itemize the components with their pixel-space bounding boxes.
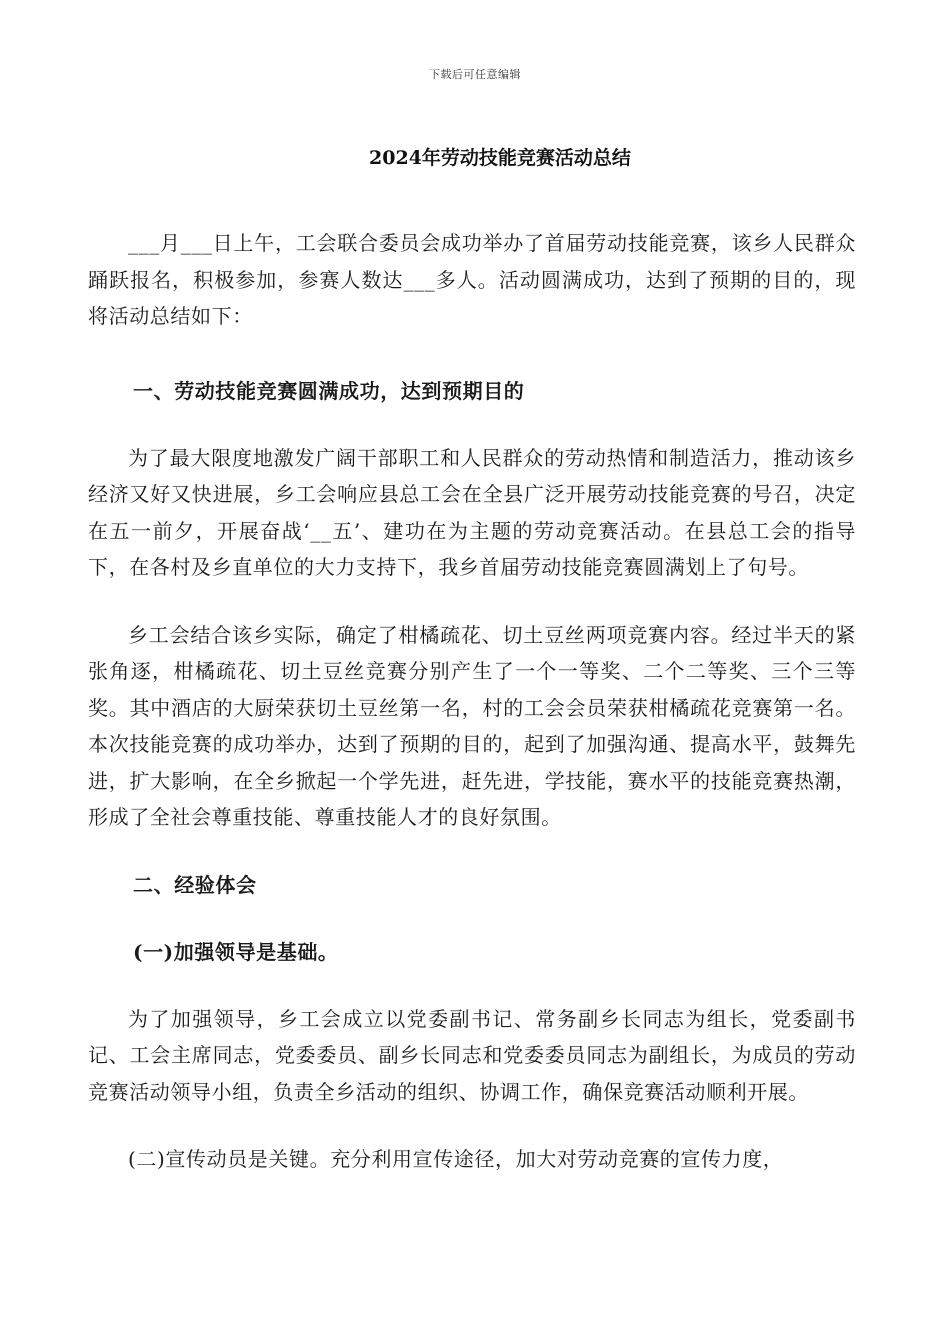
section1-paragraph-1: 为了最大限度地激发广阔干部职工和人民群众的劳动热情和制造活力，推动该乡经济又好又快进展，乡工会响应县总工会在全县广泛开展劳动技能竞赛的号召，决定在五一前夕，开展奋战‘__五’、建功在为主题的劳动竞赛活动。在县总工会的指导下，在各村及乡直单位的大力支持下，我乡首届劳动技能竞赛圆满划上了句号。: [88, 445, 856, 579]
document-body: [88, 225, 856, 1178]
document-title: 2024年劳动技能竞赛活动总结: [369, 147, 631, 169]
subsection2-paragraph: (二)宣传动员是关键。充分利用宣传途径，加大对劳动竞赛的宣传力度，: [128, 1147, 784, 1171]
section2-heading: 二、经验体会: [133, 872, 257, 897]
intro-paragraph: ___月___日上午，工会联合委员会成功举办了首届劳动技能竞赛，该乡人民群众踊跃报名，积极参加，参赛人数达___多人。活动圆满成功，达到了预期的目的，现将活动总结如下：: [88, 231, 856, 328]
subsection1-paragraph: 为了加强领导，乡工会成立以党委副书记、常务副乡长同志为组长，党委副书记、工会主席同志，党委委员、副乡长同志和党委委员同志为副组长，为成员的劳动竞赛活动领导小组，负责全乡活动的组织、协调工作，确保竞赛活动顺利开展。: [88, 1006, 856, 1104]
section1-heading: 一、劳动技能竞赛圆满成功，达到预期目的: [133, 378, 525, 403]
subsection1-heading: (一)加强领导是基础。: [133, 939, 339, 964]
header-note: 下载后可任意编辑: [429, 68, 521, 81]
section1-paragraph-2: 乡工会结合该乡实际，确定了柑橘疏花、切土豆丝两项竞赛内容。经过半天的紧张角逐，柑橘疏花、切土豆丝竞赛分别产生了一个一等奖、二个二等奖、三个三等奖。其中酒店的大厨荣获切土豆丝第一名，村的工会会员荣获柑橘疏花竞赛第一名。本次技能竞赛的成功举办，达到了预期的目的，起到了加强沟通、提高水平，鼓舞先进，扩大影响，在全乡掀起一个学先进，赶先进，学技能，赛水平的技能竞赛热潮，形成了全社会尊重技能、尊重技能人才的良好氛围。: [88, 622, 856, 829]
